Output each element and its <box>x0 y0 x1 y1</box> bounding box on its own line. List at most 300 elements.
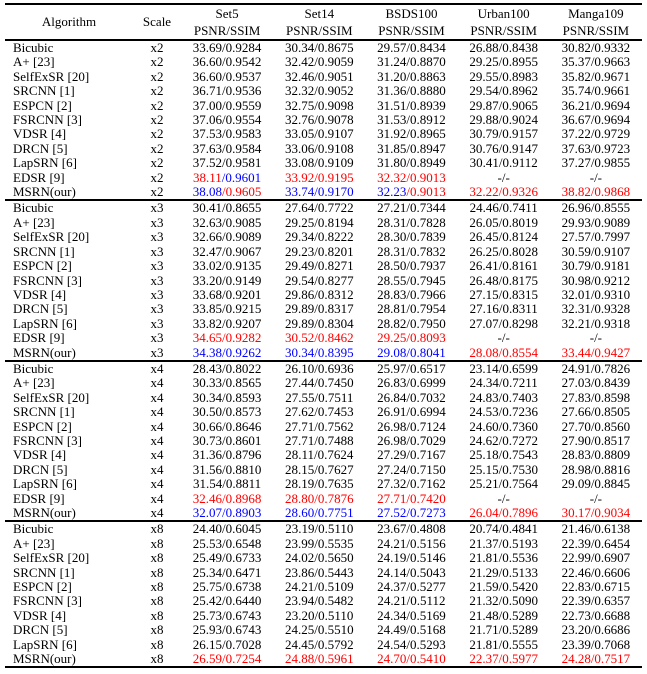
ssim-value: /0.6738 <box>222 580 262 595</box>
metric-cell <box>181 156 273 170</box>
psnr-value: 31.85 <box>377 141 407 156</box>
ssim-value: /0.8194 <box>314 215 354 230</box>
psnr-value: 26.25 <box>469 244 499 259</box>
metric-cell <box>273 185 365 200</box>
scale-cell: x8 <box>150 580 164 595</box>
ssim-value: /0.8315 <box>498 287 538 302</box>
psnr-value: 22.39 <box>561 594 591 609</box>
metric-cell <box>273 113 365 127</box>
table-row <box>5 420 642 434</box>
ssim-value: /0.6138 <box>590 521 631 537</box>
header-urban100 <box>458 4 550 40</box>
ssim-value: /0.5555 <box>498 637 538 652</box>
ssim-value: /0.9024 <box>498 113 538 128</box>
ssim-value: /0.9112 <box>498 156 538 171</box>
metric-cell <box>273 623 365 637</box>
ssim-value: /0.9078 <box>314 113 354 128</box>
psnr-value: 35.82 <box>561 69 591 84</box>
metric-cell <box>365 551 457 565</box>
metric-cell <box>181 537 273 551</box>
ssim-value: /0.8395 <box>314 345 354 360</box>
metric-cell <box>550 113 642 127</box>
ssim-value: /0.7167 <box>406 448 446 463</box>
psnr-value: 30.79 <box>561 259 591 274</box>
ssim-value: /0.6733 <box>222 551 262 566</box>
table-row <box>5 200 642 215</box>
metric-cell <box>458 609 550 623</box>
psnr-value: 33.02 <box>192 259 223 274</box>
ssim-value: /0.9013 <box>406 185 446 200</box>
psnr-value: 22.37 <box>469 652 499 667</box>
ssim-value: /- <box>594 170 603 185</box>
metric-cell <box>273 594 365 608</box>
psnr-value: 27.90 <box>561 433 591 448</box>
algorithm-cell: DRCN [5] <box>13 623 68 638</box>
psnr-value: 26.91 <box>377 405 407 420</box>
psnr-value: 24.49 <box>377 623 407 638</box>
metric-cell <box>181 477 273 491</box>
ssim-value: /0.5110 <box>314 608 354 623</box>
metric-cell <box>181 216 273 230</box>
psnr-value: 24.21 <box>284 580 315 595</box>
psnr-value: 24.91 <box>561 360 591 376</box>
ssim-value: /0.9661 <box>590 84 631 99</box>
psnr-value: 24.70 <box>377 652 407 667</box>
metric-cell <box>458 361 550 376</box>
metric-cell <box>365 566 457 580</box>
psnr-value: 26.98 <box>377 419 407 434</box>
metric-cell <box>365 420 457 434</box>
results-body <box>5 40 642 667</box>
metric-cell <box>458 331 550 345</box>
psnr-value: 31.24 <box>377 55 407 70</box>
psnr-value: 36.60 <box>192 69 223 84</box>
ssim-value: /0.6548 <box>222 536 262 551</box>
psnr-value: - <box>497 170 502 185</box>
metric-cell <box>181 99 273 113</box>
ssim-value: /0.9149 <box>222 273 262 288</box>
ssim-value: /0.8304 <box>314 316 354 331</box>
metric-cell <box>550 361 642 376</box>
psnr-value: 29.25 <box>469 55 499 70</box>
metric-cell <box>365 492 457 506</box>
psnr-value: 37.52 <box>192 156 223 171</box>
ssim-value: /0.8796 <box>222 448 262 463</box>
psnr-value: 27.15 <box>469 287 499 302</box>
ssim-value: /0.7839 <box>406 230 446 245</box>
psnr-value: 21.46 <box>561 521 591 537</box>
table-row <box>5 361 642 376</box>
psnr-value: 30.52 <box>284 331 315 346</box>
psnr-value: 21.32 <box>469 594 499 609</box>
metric-cell <box>365 638 457 652</box>
ssim-value: /0.8560 <box>590 419 631 434</box>
algorithm-cell: EDSR [9] <box>13 170 65 185</box>
ssim-value: /0.7954 <box>406 302 446 317</box>
ssim-value: /0.9663 <box>590 55 631 70</box>
ssim-value: /0.9584 <box>222 141 262 156</box>
ssim-value: /0.8555 <box>590 200 631 216</box>
table-row <box>5 185 642 200</box>
metric-cell <box>458 551 550 565</box>
ssim-value: /0.8462 <box>314 331 354 346</box>
scale-cell: x3 <box>150 287 164 302</box>
scale-cell: x8 <box>150 608 164 623</box>
ssim-value: /0.9326 <box>498 185 538 200</box>
metric-cell <box>181 40 273 55</box>
psnr-value: 28.82 <box>377 316 407 331</box>
metric-cell <box>550 288 642 302</box>
psnr-value: 24.40 <box>192 521 223 537</box>
metric-cell <box>550 420 642 434</box>
psnr-value: 26.41 <box>469 259 499 274</box>
ssim-value: /0.8965 <box>406 127 446 142</box>
table-row <box>5 405 642 419</box>
ssim-value: /- <box>594 491 603 506</box>
metric-cell <box>181 506 273 521</box>
metric-cell <box>458 405 550 419</box>
metric-cell <box>181 492 273 506</box>
algorithm-cell: MSRN(our) <box>13 185 76 200</box>
ssim-value: /0.5169 <box>406 608 446 623</box>
table-row <box>5 113 642 127</box>
metric-cell <box>273 551 365 565</box>
psnr-value: 34.38 <box>192 345 223 360</box>
psnr-value: 27.64 <box>284 200 315 216</box>
ssim-value: /0.7254 <box>222 652 262 667</box>
metric-cell <box>458 623 550 637</box>
ssim-value: /0.5535 <box>314 536 354 551</box>
ssim-value: /0.4808 <box>406 521 446 537</box>
psnr-value: 27.52 <box>377 506 407 520</box>
psnr-value: 29.25 <box>377 331 407 346</box>
metric-cell <box>273 609 365 623</box>
metric-cell <box>550 448 642 462</box>
psnr-value: 26.05 <box>469 215 499 230</box>
metric-cell <box>365 274 457 288</box>
ssim-value: /0.8863 <box>406 69 446 84</box>
metric-cell <box>365 288 457 302</box>
psnr-value: 37.27 <box>561 156 591 171</box>
psnr-value: 33.69 <box>192 40 223 55</box>
ssim-value: /0.7032 <box>406 390 446 405</box>
metric-cell <box>365 245 457 259</box>
ssim-value: /0.5650 <box>314 551 354 566</box>
metric-cell <box>181 521 273 536</box>
metric-cell <box>273 434 365 448</box>
ssim-value: /0.9085 <box>222 215 262 230</box>
table-row <box>5 127 642 141</box>
metric-cell <box>458 346 550 361</box>
metric-cell <box>365 391 457 405</box>
metric-cell <box>365 216 457 230</box>
ssim-value: /0.7966 <box>406 287 446 302</box>
psnr-value: 28.43 <box>192 360 223 376</box>
ssim-value: /0.6743 <box>222 623 262 638</box>
ssim-value: /0.5977 <box>498 652 538 667</box>
psnr-value: 29.08 <box>377 345 407 360</box>
psnr-value: 25.75 <box>192 580 223 595</box>
psnr-value: 25.53 <box>192 536 223 551</box>
metric-cell <box>550 346 642 361</box>
algorithm-cell: MSRN(our) <box>13 506 76 520</box>
metric-cell <box>365 521 457 536</box>
metric-cell <box>273 302 365 316</box>
psnr-value: 32.31 <box>561 302 591 317</box>
psnr-value: 23.99 <box>284 536 315 551</box>
ssim-value: /0.9310 <box>590 287 631 302</box>
metric-cell <box>550 551 642 565</box>
ssim-value: /0.8573 <box>222 405 262 420</box>
ssim-value: /0.8598 <box>590 390 631 405</box>
ssim-value: /0.8811 <box>222 477 262 492</box>
ssim-value: /0.6599 <box>498 360 538 376</box>
metric-cell <box>181 594 273 608</box>
ssim-value: /0.9107 <box>590 244 631 259</box>
psnr-value: 30.50 <box>192 405 223 420</box>
table-row <box>5 288 642 302</box>
ssim-value: /0.7896 <box>498 506 538 520</box>
metric-cell <box>365 594 457 608</box>
ssim-value: /0.7751 <box>314 506 354 520</box>
psnr-value: 24.14 <box>377 565 407 580</box>
ssim-value: /0.9157 <box>498 127 538 142</box>
ssim-value: /0.7029 <box>406 433 446 448</box>
metric-cell <box>365 230 457 244</box>
psnr-value: 29.55 <box>469 69 499 84</box>
ssim-value: /0.5536 <box>498 551 538 566</box>
ssim-value: /0.8201 <box>314 244 354 259</box>
metric-cell <box>550 638 642 652</box>
table-row <box>5 317 642 331</box>
metric-cell <box>273 537 365 551</box>
metric-cell <box>550 127 642 141</box>
metric-cell <box>550 594 642 608</box>
metric-cell <box>273 230 365 244</box>
metric-cell <box>365 376 457 390</box>
psnr-value: 24.21 <box>377 536 407 551</box>
psnr-value: - <box>589 170 595 185</box>
metric-cell <box>273 156 365 170</box>
metric-cell <box>365 113 457 127</box>
scale-cell: x8 <box>150 637 164 652</box>
metric-cell <box>458 288 550 302</box>
algorithm-cell: Bicubic <box>13 40 54 55</box>
psnr-value: 33.20 <box>192 273 223 288</box>
metric-cell <box>365 346 457 361</box>
ssim-value: /0.5482 <box>314 594 354 609</box>
benchmark-metric: PSNR/SSIM <box>193 23 261 38</box>
metric-cell <box>550 376 642 390</box>
benchmark-name: Urban100 <box>477 6 530 21</box>
scale-cell: x2 <box>150 84 164 99</box>
psnr-value: 27.32 <box>377 477 407 492</box>
psnr-value: 37.22 <box>561 127 591 142</box>
psnr-value: 23.20 <box>561 623 591 638</box>
ssim-value: /0.5112 <box>406 594 446 609</box>
metric-cell <box>458 477 550 491</box>
psnr-value: 23.86 <box>284 565 315 580</box>
metric-cell <box>181 551 273 565</box>
ssim-value: /0.9868 <box>590 185 631 200</box>
ssim-value: /0.9583 <box>222 127 262 142</box>
psnr-value: 32.07 <box>192 506 223 520</box>
psnr-value: 30.76 <box>469 141 499 156</box>
ssim-value: /0.9067 <box>222 244 262 259</box>
psnr-value: 21.29 <box>469 565 499 580</box>
metric-cell <box>181 70 273 84</box>
metric-cell <box>181 245 273 259</box>
metric-cell <box>365 580 457 594</box>
ssim-value: /0.7832 <box>406 244 446 259</box>
ssim-value: /0.9195 <box>314 170 354 185</box>
algorithm-cell: LapSRN [6] <box>13 637 77 652</box>
psnr-value: 32.66 <box>192 230 223 245</box>
psnr-value: 32.47 <box>192 244 223 259</box>
ssim-value: /0.9170 <box>314 185 354 200</box>
metric-cell <box>458 84 550 98</box>
ssim-value: /0.9098 <box>314 98 354 113</box>
metric-cell <box>550 477 642 491</box>
metric-cell <box>273 274 365 288</box>
psnr-value: 22.73 <box>561 608 591 623</box>
psnr-value: 29.88 <box>469 113 499 128</box>
ssim-value: /0.6517 <box>406 360 446 376</box>
metric-cell <box>365 156 457 170</box>
psnr-value: 23.94 <box>284 594 315 609</box>
metric-cell <box>365 652 457 667</box>
psnr-value: 37.63 <box>192 141 223 156</box>
ssim-value: /0.7272 <box>498 433 538 448</box>
ssim-value: /0.7411 <box>498 200 538 216</box>
metric-cell <box>458 317 550 331</box>
ssim-value: /0.8903 <box>222 506 262 520</box>
metric-cell <box>181 391 273 405</box>
metric-cell <box>550 434 642 448</box>
psnr-value: 27.29 <box>377 448 407 463</box>
metric-cell <box>181 55 273 69</box>
metric-cell <box>458 185 550 200</box>
metric-cell <box>365 40 457 55</box>
ssim-value: /0.5156 <box>406 536 446 551</box>
psnr-value: 22.99 <box>561 551 591 566</box>
psnr-value: 24.46 <box>469 200 499 216</box>
psnr-value: 27.16 <box>469 302 499 317</box>
ssim-value: /- <box>501 491 510 506</box>
metric-cell <box>181 302 273 316</box>
psnr-value: 32.32 <box>377 170 407 185</box>
ssim-value: /0.9671 <box>590 69 631 84</box>
psnr-value: 29.54 <box>284 273 315 288</box>
psnr-value: 24.62 <box>469 433 499 448</box>
metric-cell <box>273 259 365 273</box>
ssim-value: /0.9089 <box>222 230 262 245</box>
psnr-value: 32.22 <box>469 185 499 200</box>
metric-cell <box>273 463 365 477</box>
ssim-value: /0.5410 <box>406 652 446 667</box>
psnr-value: 27.70 <box>561 419 591 434</box>
psnr-value: 29.49 <box>284 259 315 274</box>
metric-cell <box>365 609 457 623</box>
metric-cell <box>365 185 457 200</box>
ssim-value: /0.8601 <box>222 433 262 448</box>
metric-cell <box>273 245 365 259</box>
psnr-value: 30.17 <box>561 506 591 520</box>
metric-cell <box>550 580 642 594</box>
metric-cell <box>273 171 365 185</box>
ssim-value: /0.9318 <box>590 316 631 331</box>
psnr-value: 25.97 <box>377 360 407 376</box>
ssim-value: /0.9332 <box>590 40 631 55</box>
ssim-value: /0.7997 <box>590 230 631 245</box>
algorithm-cell: SelfExSR [20] <box>13 390 90 405</box>
metric-cell <box>273 477 365 491</box>
psnr-value: 21.59 <box>469 580 499 595</box>
metric-cell <box>550 245 642 259</box>
psnr-value: 22.39 <box>561 536 591 551</box>
metric-cell <box>365 448 457 462</box>
psnr-value: 37.53 <box>192 127 223 142</box>
psnr-value: 26.04 <box>469 506 499 520</box>
scale-cell: x8 <box>133 521 181 536</box>
metric-cell <box>458 376 550 390</box>
metric-cell <box>273 70 365 84</box>
ssim-value: /0.7627 <box>314 462 354 477</box>
ssim-value: /0.9855 <box>590 156 631 171</box>
algorithm-cell: SRCNN [1] <box>13 244 75 259</box>
psnr-value: 29.89 <box>284 316 315 331</box>
ssim-value: /0.8816 <box>590 462 631 477</box>
psnr-value: 27.07 <box>469 316 499 331</box>
metric-cell <box>273 492 365 506</box>
ssim-value: /0.9089 <box>590 215 631 230</box>
ssim-value: /0.5133 <box>498 565 538 580</box>
ssim-value: /0.6936 <box>314 360 354 376</box>
ssim-value: /0.9034 <box>590 506 631 520</box>
psnr-value: 28.81 <box>377 302 407 317</box>
metric-cell <box>458 638 550 652</box>
scale-cell: x4 <box>150 433 164 448</box>
metric-cell <box>458 448 550 462</box>
ssim-value: /0.6743 <box>222 608 262 623</box>
psnr-value: 30.82 <box>561 40 591 55</box>
scale-cell: x8 <box>150 594 164 609</box>
ssim-value: /0.7828 <box>406 215 446 230</box>
ssim-value: /0.7624 <box>313 448 354 463</box>
metric-cell <box>181 405 273 419</box>
ssim-value: /0.9537 <box>222 69 262 84</box>
psnr-value: 24.37 <box>377 580 407 595</box>
benchmark-metric: PSNR/SSIM <box>378 23 445 38</box>
metric-cell <box>181 171 273 185</box>
psnr-value: 35.74 <box>561 84 591 99</box>
psnr-value: 32.63 <box>192 215 223 230</box>
metric-cell <box>550 84 642 98</box>
ssim-value: /0.9282 <box>222 331 262 346</box>
metric-cell <box>181 200 273 215</box>
psnr-value: 25.34 <box>192 565 223 580</box>
metric-cell <box>550 200 642 215</box>
scale-cell: x4 <box>150 462 164 477</box>
ssim-value: /0.9605 <box>222 185 262 200</box>
ssim-value: /- <box>501 170 510 185</box>
table-row <box>5 477 642 491</box>
psnr-value: 24.34 <box>469 376 499 391</box>
psnr-value: 23.67 <box>377 521 407 537</box>
metric-cell <box>273 200 365 215</box>
psnr-value: 32.21 <box>561 316 591 331</box>
ssim-value: /0.9723 <box>590 141 631 156</box>
